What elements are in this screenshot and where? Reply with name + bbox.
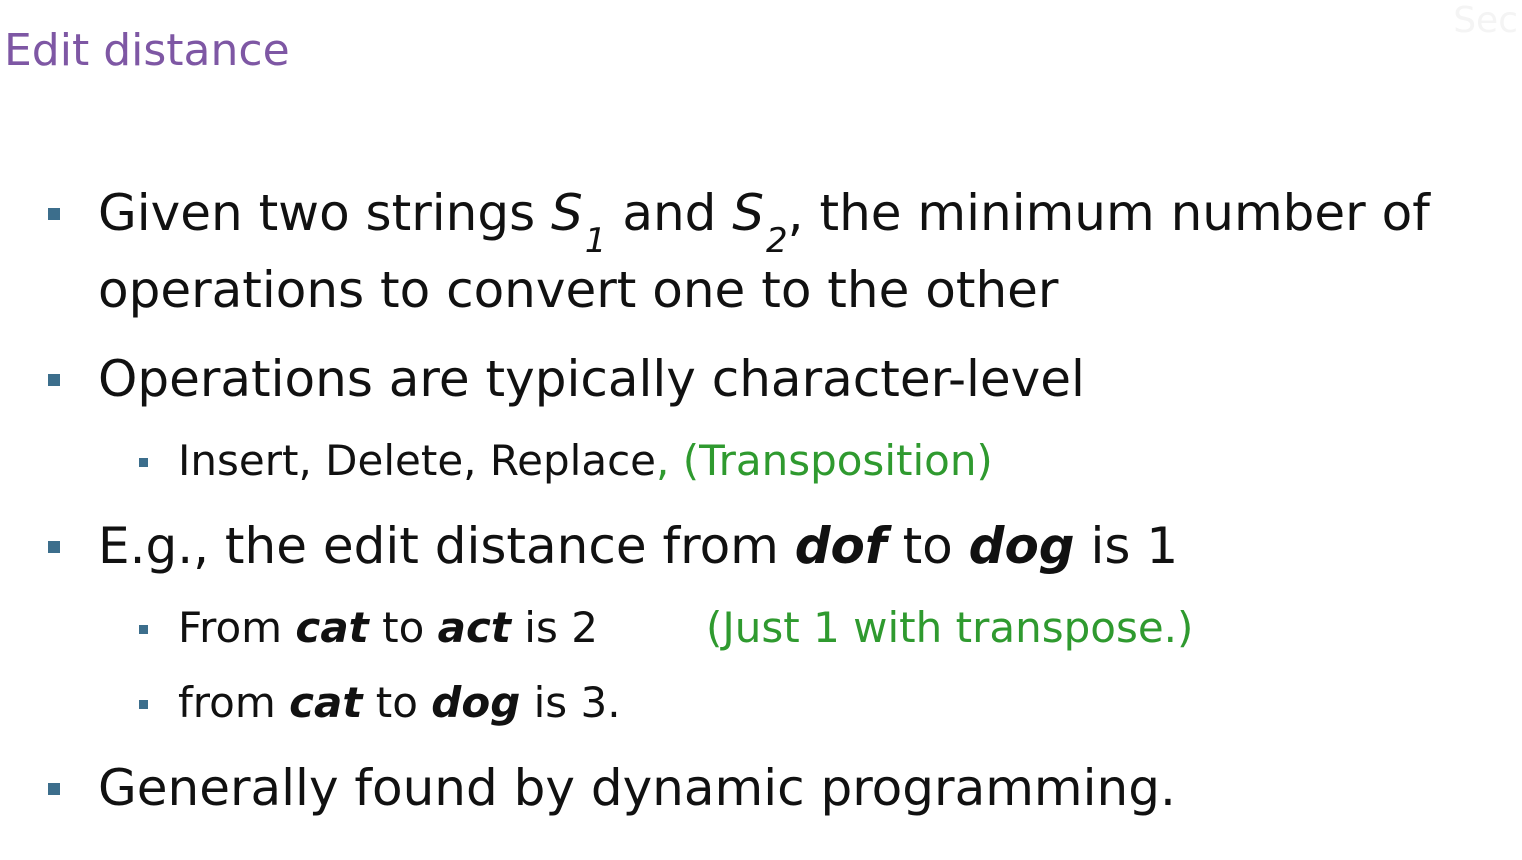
bullet-square-icon: [48, 208, 60, 220]
bullet-definition: Given two strings $S_1$ and $S_2$, the minimum number of: [98, 175, 1430, 257]
string-s2: $S_2$: [732, 184, 788, 261]
bullet-square-icon: [139, 700, 148, 709]
word-cat: cat: [289, 678, 363, 727]
sub-bullet-cat-act: From cat to act is 2: [178, 597, 598, 659]
bullet-definition-continuation: operations to convert one to the other: [98, 261, 1059, 319]
bullet-square-icon: [48, 783, 60, 795]
transpose-note: (Just 1 with transpose.): [706, 603, 1194, 652]
bullet-dynamic-programming: Generally found by dynamic programming.: [98, 750, 1176, 826]
word-dog: dog: [968, 517, 1075, 575]
bullet-square-icon: [139, 625, 148, 634]
corner-label: Sec: [1453, 0, 1518, 41]
transposition-note: , (Transposition): [656, 436, 993, 485]
subscript-2: 2: [766, 221, 788, 261]
word-dog: dog: [431, 678, 521, 727]
bullet-operations: Operations are typically character-level: [98, 341, 1085, 417]
word-dof: dof: [794, 517, 887, 575]
subscript-1: 1: [584, 221, 607, 261]
sub-bullet-operation-list: Insert, Delete, Replace, (Transposition): [178, 430, 993, 492]
sub-bullet-cat-dog: from cat to dog is 3.: [178, 672, 621, 734]
bullet-square-icon: [48, 374, 60, 386]
slide-title: Edit distance: [4, 25, 290, 76]
string-s1: $S_1$: [551, 184, 607, 261]
word-act: act: [437, 603, 511, 652]
word-cat: cat: [295, 603, 369, 652]
bullet-text: Given two strings: [98, 184, 552, 242]
bullet-example: E.g., the edit distance from dof to dog is 1: [98, 508, 1178, 584]
bullet-square-icon: [139, 458, 148, 467]
bullet-square-icon: [48, 541, 60, 553]
